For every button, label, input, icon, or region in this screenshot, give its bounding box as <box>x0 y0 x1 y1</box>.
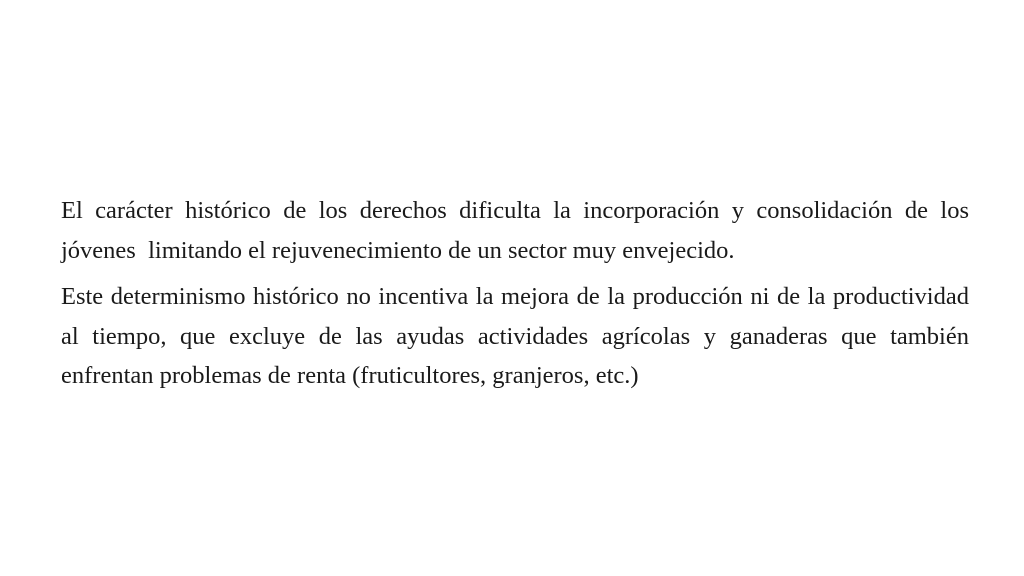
paragraph-historical-determinism: Este determinismo histórico no incentiva la mejora de la producción ni de la productividad al tiempo, que excluye de las ayudas actividades agrícolas y ganaderas que también enfrentan problemas de renta (fruticultores, granjeros, etc.) <box>61 283 976 389</box>
slide-body-text <box>61 191 976 396</box>
paragraph-rights-history: El carácter histórico de los derechos dificulta la incorporación y consolidación de los jóvenes limitando el rejuvenecimiento de un sector muy envejecido. <box>61 197 976 264</box>
